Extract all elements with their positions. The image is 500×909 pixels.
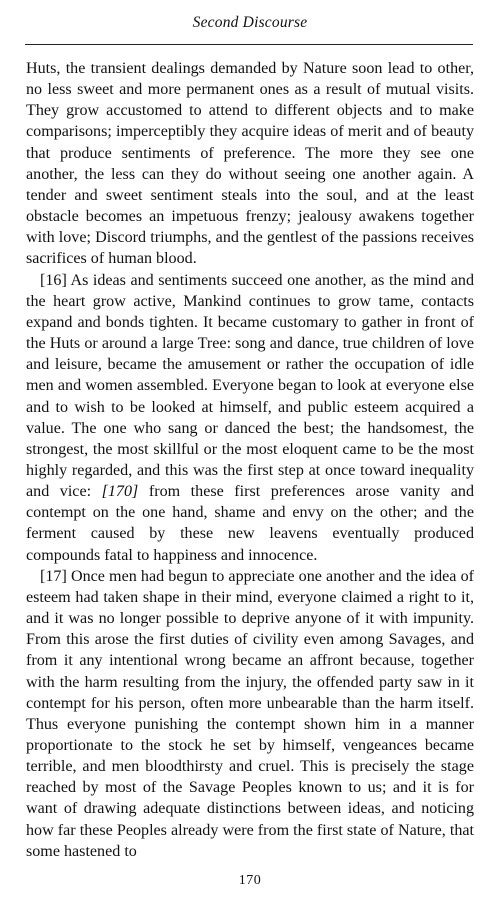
page-number: 170 [238,873,262,888]
paragraph-16 [26,270,474,566]
paragraph-16-text-after: from these first preferences arose vanity and contempt on the one hand, shame and envy on the other; and the ferment caused by these new leavens eventually produced compounds fatal to happiness and innocence. [26,483,475,564]
paragraph-17: [17] Once men had begun to appreciate one another and the idea of esteem had taken shape in their mind, everyone claimed a right to it, and it was no longer possible to deprive anyone of it with impunity. From this arose the first duties of civility even among Savages, and from it any intentional wrong became an affront because, together with the harm resulting from the injury, the offended party saw in it contempt for his person, often more unbearable than the harm itself. Thus everyone punishing the contempt shown him in a manner proportionate to the stock he set by himself, vengeances became terrible, and men bloodthirsty and cruel. This is precisely the stage reached by most of the Savage Peoples known to us; and it is for want of drawing adequate distinctions between ideas, and noticing how far these Peoples already were from the first state of Nature, that some hastened to [26,567,474,860]
paragraph-16-text-before: [16] As ideas and sentiments succeed one another, as the mind and the heart grow active, Mankind continues to grow tame, contacts expand and bonds tighten. It became customary to gather in front of the Huts or around a large Tree: song and dance, true children of love and leisure, became the amusement or rather the occupation of idle men and women assembled. Everyone began to look at everyone else and to wish to be looked at himself, and public esteem acquired a value. The one who sang or danced the best; the handsomest, the strongest, the most skillful or the most eloquent came to be the most highly regarded, and this was the first step at once toward inequality and vice: [26,271,474,501]
running-head-title: Second Discourse [192,14,308,31]
header-rule [25,44,473,45]
body-text [26,58,474,862]
original-page-marker: [170] [101,483,139,501]
paragraph-continuation: Huts, the transient dealings demanded by Nature soon lead to other, no less sweet and more permanent ones as a result of mutual visits. They grow accustomed to attend to different objects and to make comparisons; imperceptibly they acquire ideas of merit and of beauty that produce sentiments of preference. The more they see one another, the less can they do without seeing one another again. A tender and sweet sentiment steals into the soul, and at the least obstacle becomes an impetuous frenzy; jealousy awakens together with love; Discord triumphs, and the gentlest of the passions receives sacrifices of human blood. [26,60,474,268]
